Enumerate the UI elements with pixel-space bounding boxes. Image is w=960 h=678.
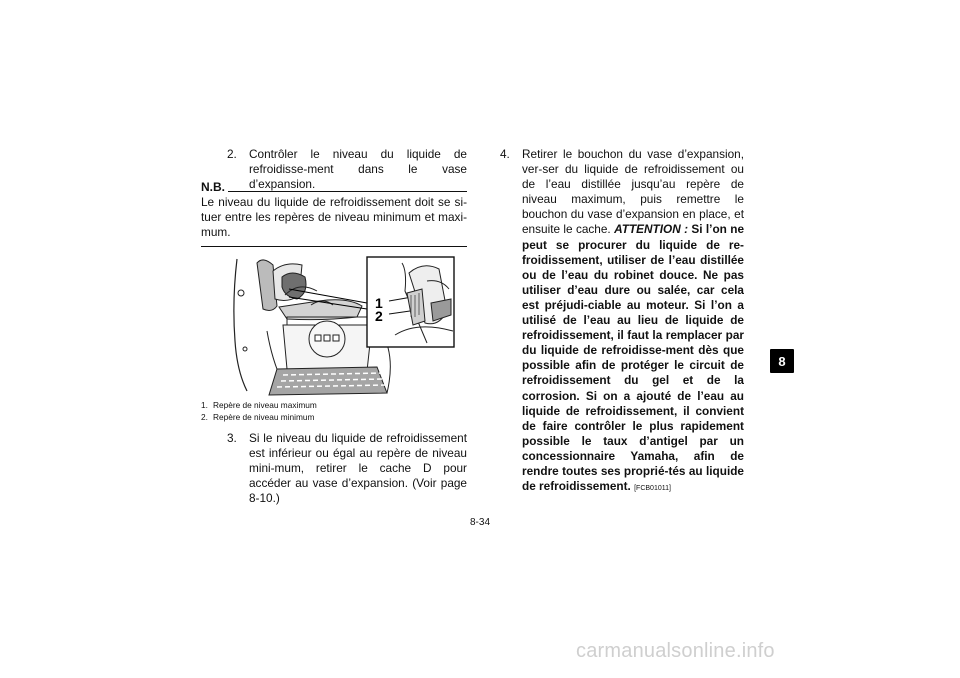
step-3 <box>227 431 467 506</box>
step-3-text: Si le niveau du liquide de refroidissement est inférieur ou égal au repère de niveau mini-mum, retirer le cache D pour accéder au vase d’expansion. (Voir page 8-10.) <box>249 431 467 506</box>
step-4-body <box>522 147 744 496</box>
watermark-text: carmanualsonline.info <box>576 640 775 662</box>
reference-code: [FCB01011] <box>634 485 671 493</box>
chapter-tab: 8 <box>770 349 794 373</box>
caption-item <box>201 399 317 411</box>
attention-warning-text: Si l’on ne peut se procurer du liquide de re-froidissement, utiliser de l’eau distillée ou de l’eau du robinet douce. Ne pas utiliser d’eau dure ou salée, car cela est préjudi-ciable au moteur. Si l’on a utilisé de l’eau au lieu de liquide de refroidissement, il faut la remplacer par du liquide de refroidisse-ment dès que possible afin de protéger le circuit de refroidissement du gel et de la corrosion. Si on a ajouté de l’eau au liquide de refroidissement, il convient de faire contrôler le plus rapidement possible le taux d’antigel par un concessionnaire Yamaha, afin de rendre toutes ses proprié-tés au liquide de refroidissement. <box>522 222 744 494</box>
callout-1: 1 <box>375 295 383 311</box>
step-2-text: Contrôler le niveau du liquide de refroidisse-ment dans le vase d’expansion. <box>249 147 467 192</box>
caption-item <box>201 411 317 423</box>
coolant-reservoir-illustration <box>227 251 456 399</box>
callout-2: 2 <box>375 308 383 324</box>
page-number: 8-34 <box>470 517 491 528</box>
caption-text: Repère de niveau minimum <box>213 412 315 422</box>
step-4-number: 4. <box>500 147 510 161</box>
step-2-number: 2. <box>227 147 237 161</box>
caption-text: Repère de niveau maximum <box>213 400 317 410</box>
caption-number: 2. <box>201 412 208 422</box>
note-label: N.B. <box>201 180 225 194</box>
step-3-number: 3. <box>227 431 237 445</box>
note-divider <box>228 191 467 192</box>
caption-number: 1. <box>201 400 208 410</box>
note-box <box>201 180 467 247</box>
note-text: Le niveau du liquide de refroidissement doit se si-tuer entre les repères de niveau minimum et maxi-mum. <box>201 195 467 247</box>
step-4-text: Retirer le bouchon du vase d’expansion, ver-ser du liquide de refroidissement ou de l’eau distillée jusqu’au repère de niveau maximum, puis remettre le bouchon du vase d’expansion en place, et ensuite le cache. <box>522 147 744 237</box>
attention-label: ATTENTION : <box>614 222 689 237</box>
figure-captions <box>201 399 317 423</box>
step-4 <box>500 147 744 496</box>
coolant-reservoir-figure <box>227 251 456 399</box>
